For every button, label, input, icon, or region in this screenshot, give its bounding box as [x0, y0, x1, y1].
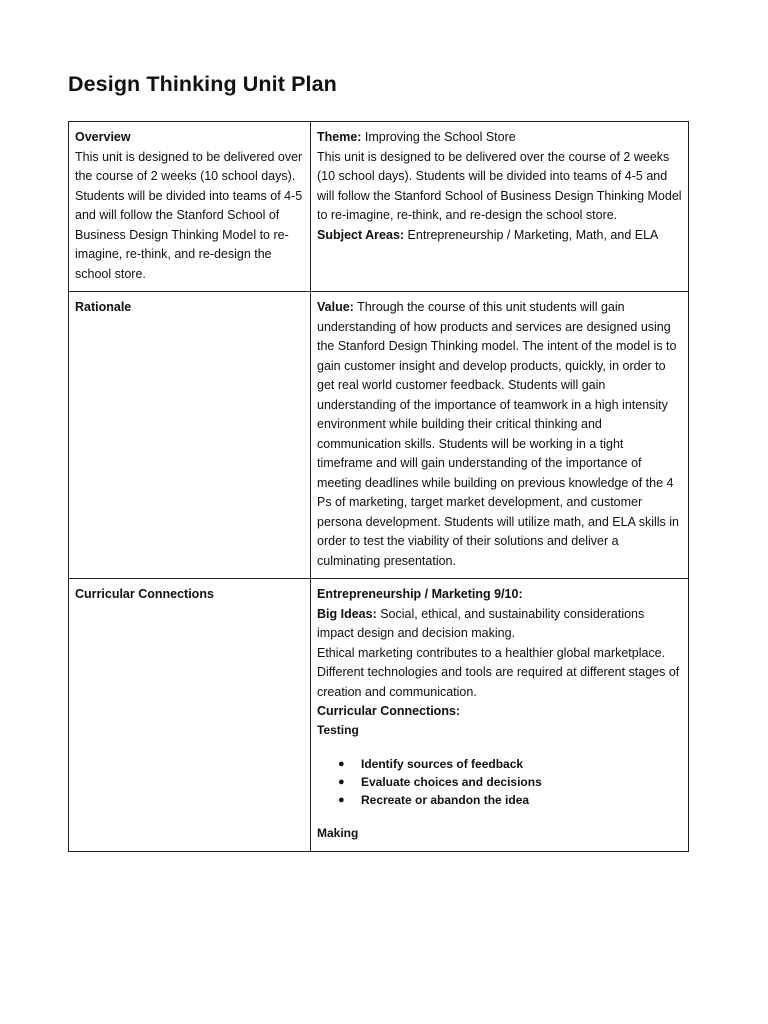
overview-row [69, 122, 689, 292]
subject-areas-value: Entrepreneurship / Marketing, Math, and ELA [404, 227, 659, 242]
bullet-icon: ● [338, 775, 345, 788]
curricular-right-cell [311, 579, 689, 852]
value-label: Value: [317, 300, 354, 314]
curricular-left-cell [69, 579, 311, 852]
curricular-heading: Curricular Connections [75, 587, 214, 601]
big-ideas-text-3: Different technologies and tools are required at different stages of creation and communication. [317, 665, 680, 699]
list-item: ● Identify sources of feedback [338, 756, 524, 771]
testing-list [317, 755, 682, 809]
curricular-connections-label: Curricular Connections: [317, 704, 461, 718]
making-label: Making [317, 825, 359, 840]
list-item: ● Recreate or abandon the idea [338, 792, 530, 807]
rationale-left-cell [69, 292, 311, 579]
overview-heading: Overview [75, 130, 131, 144]
subject-heading: Entrepreneurship / Marketing 9/10: [317, 587, 523, 601]
value-text: Through the course of this unit students will gain understanding of how products and services are designed using the Stanford Design Thinking model. The intent of the model is to gain customer insight and develop products, quickly, in order to get real world customer feedback. Students will gain understanding of the importance of teamwork in a high intensity environment while building their critical thinking and communication skills. Students will be working in a tight timeframe and will gain understanding of the importance of meeting deadlines while building on previous knowledge of the 4 Ps of marketing, target market development, and customer persona development. Students will utilize math, and ELA skills in order to test the viability of their solutions and deliver a culminating presentation. [317, 300, 679, 568]
overview-left-cell [69, 122, 311, 292]
overview-right-cell [311, 122, 689, 292]
unit-plan-table [68, 121, 689, 852]
theme-label: Theme: [317, 130, 362, 144]
big-ideas-text-1: Social, ethical, and sustainability considerations impact design and decision making. [317, 606, 645, 640]
rationale-heading: Rationale [75, 300, 132, 314]
rationale-right-cell [311, 292, 689, 579]
curricular-row [69, 579, 689, 852]
page-title: Design Thinking Unit Plan [68, 72, 337, 96]
subject-areas-label: Subject Areas: [317, 227, 405, 242]
testing-label: Testing [317, 722, 359, 737]
theme-text: This unit is designed to be delivered over the course of 2 weeks (10 school days). Students will be divided into teams of 4-5 and will follow the Stanford School of Business Design Thinking Model to re-imagine, re-think, and re-design the school store. [317, 149, 682, 222]
bullet-icon: ● [338, 757, 345, 770]
theme-value: Improving the School Store [361, 130, 516, 144]
overview-text: This unit is designed to be delivered over the course of 2 weeks (10 school days). Students will be divided into teams of 4-5 and will follow the Stanford School of Business Design Thinking Model to re-imagine, re-think, and re-design the school store. [75, 149, 303, 281]
bullet-icon: ● [338, 793, 345, 806]
list-item: ● Evaluate choices and decisions [338, 774, 542, 789]
rationale-row [69, 292, 689, 579]
big-ideas-label: Big Ideas: [317, 606, 377, 621]
big-ideas-text-2: Ethical marketing contributes to a healthier global marketplace. [317, 645, 666, 660]
